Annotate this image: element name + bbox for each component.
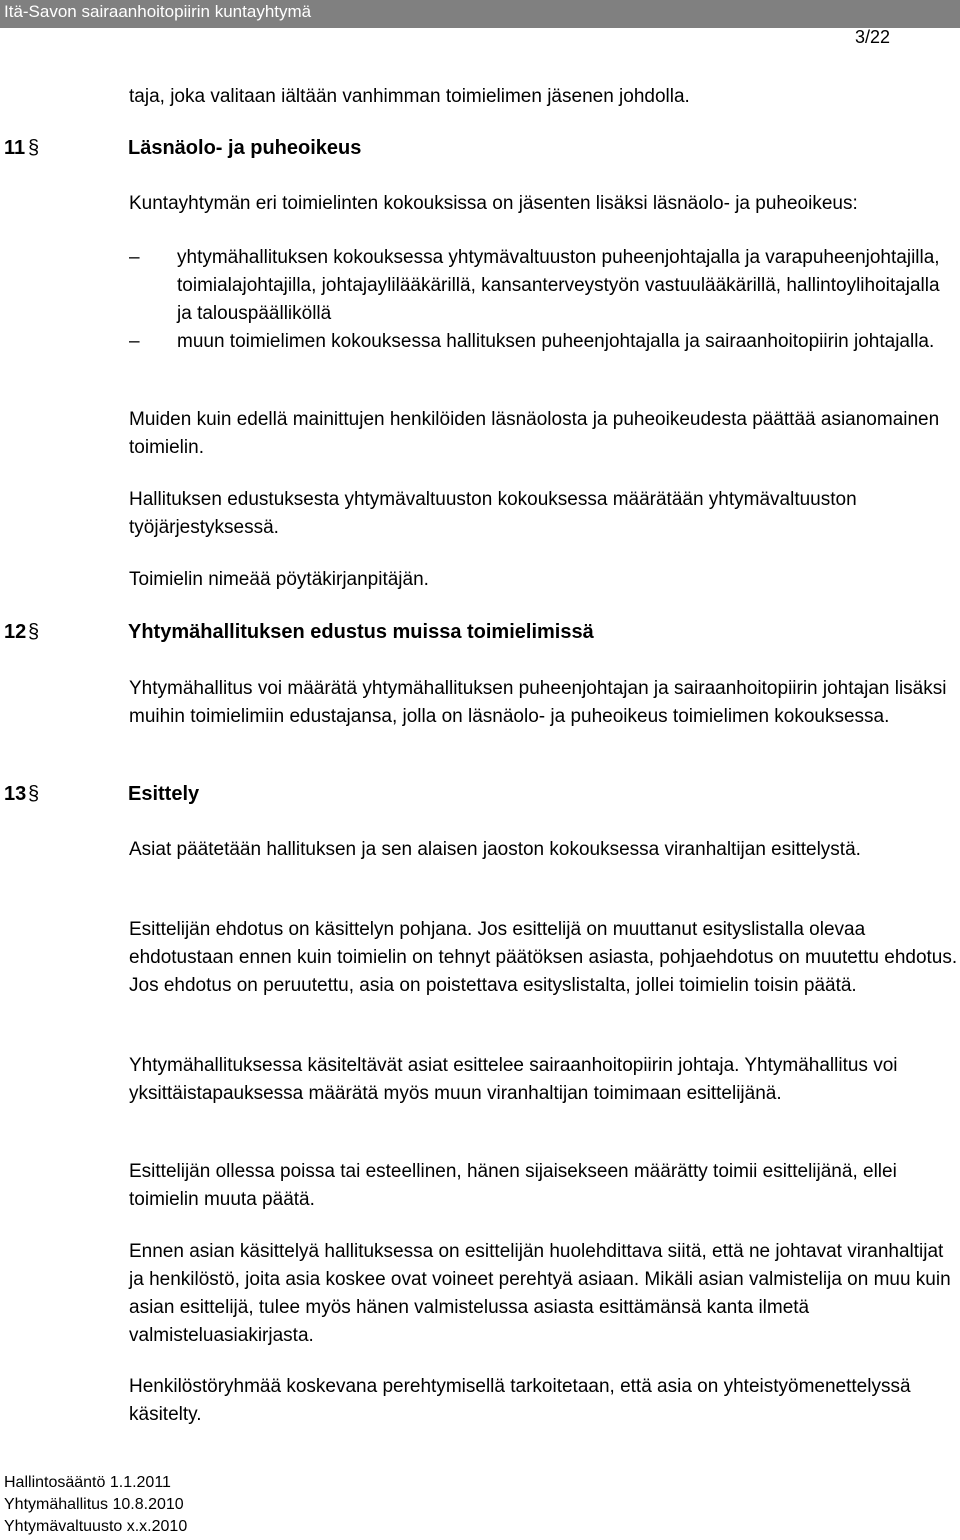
paragraph: Toimielin nimeää pöytäkirjanpitäjän. — [129, 569, 429, 590]
footer-line: Yhtymähallitus 10.8.2010 — [4, 1496, 184, 1513]
paragraph: Asiat päätetään hallituksen ja sen alaisen jaoston kokouksessa viranhaltijan esittelystä. — [129, 839, 861, 860]
section-mark: § — [28, 783, 40, 805]
section-mark: § — [28, 621, 40, 643]
intro-text: taja, joka valitaan iältään vanhimman toimielimen jäsenen johdolla. — [129, 86, 690, 107]
section-mark: § — [28, 137, 40, 159]
section-number: 11 — [4, 137, 26, 159]
paragraph: Esittelijän ollessa poissa tai esteellinen, hänen sijaisekseen määrätty toimii esittelijänä, ellei toimielin muuta päätä. — [129, 1161, 897, 1210]
paragraph: Hallituksen edustuksesta yhtymävaltuuston kokouksessa määrätään yhtymävaltuuston työjärjestyksessä. — [129, 489, 857, 538]
paragraph: Muiden kuin edellä mainittujen henkilöiden läsnäolosta ja puheoikeudesta päättää asianomainen toimielin. — [129, 409, 940, 458]
section-number: 12 — [4, 621, 27, 643]
paragraph: Esittelijän ehdotus on käsittelyn pohjana. Jos esittelijä on muuttanut esityslistalla olevaa ehdotustaan ennen kuin toimielin on tehnyt päätöksen asiasta, pohjaehdotus on muutettu ehdotus. Jos ehdotus on peruutettu, asia on poistettava esityslistalta, jollei toimielin toisin päätä. — [129, 919, 958, 996]
section-13-heading — [4, 783, 199, 806]
section-11-heading — [4, 137, 361, 160]
section-12-heading — [4, 621, 594, 644]
section-title: Esittely — [128, 783, 200, 805]
paragraph: Yhtymähallitus voi määrätä yhtymähallituksen puheenjohtajan ja sairaanhoitopiirin johtajan lisäksi muihin toimielimiin edustajansa, jolla on läsnäolo- ja puheoikeus toimielimen kokouksessa. — [129, 678, 947, 727]
section-number: 13 — [4, 783, 27, 805]
dash-bullet: – — [129, 331, 140, 352]
footer-line: Yhtymävaltuusto x.x.2010 — [4, 1518, 188, 1535]
section-11-lead: Kuntayhtymän eri toimielinten kokouksissa on jäsenten lisäksi läsnäolo- ja puheoikeus: — [129, 193, 858, 214]
page-number: 3/22 — [854, 27, 890, 47]
section-title: Läsnäolo- ja puheoikeus — [128, 137, 362, 159]
footer — [4, 1472, 187, 1538]
paragraph: Ennen asian käsittelyä hallituksessa on esittelijän huolehdittava siitä, että ne johtavat viranhaltijat ja henkilöstö, joita asia koskee ovat voineet perehtyä asiaan. Mikäli asian valmistelija on muu kuin asian esittelijä, tulee myös hänen valmistelussa asiasta esittämänsä kanta ilmetä valmisteluasiakirjasta. — [129, 1241, 951, 1346]
dash-bullet: – — [129, 247, 140, 268]
organization-name: Itä-Savon sairaanhoitopiirin kuntayhtymä — [4, 2, 312, 21]
footer-line: Hallintosääntö 1.1.2011 — [4, 1474, 171, 1491]
header-bar — [0, 0, 960, 28]
list-item: – yhtymähallituksen kokouksessa yhtymävaltuuston puheenjohtajalla ja varapuheenjohtajilla, toimialajohtajilla, johtajaylilääkärillä, kansanterveystyön vastuulääkärillä, hallintoylihoitajalla ja talouspäälliköllä — [129, 244, 959, 328]
list-item: – muun toimielimen kokouksessa hallituksen puheenjohtajalla ja sairaanhoitopiirin johtajalla. — [129, 328, 959, 356]
paragraph: Yhtymähallituksessa käsiteltävät asiat esittelee sairaanhoitopiirin johtaja. Yhtymähallitus voi yksittäistapauksessa määrätä myös muun viranhaltijan toimimaan esittelijänä. — [129, 1055, 898, 1104]
section-title: Yhtymähallituksen edustus muissa toimielimissä — [128, 621, 594, 643]
paragraph: Henkilöstöryhmää koskevana perehtymisellä tarkoitetaan, että asia on yhteistyömenettelyssä käsitelty. — [129, 1376, 911, 1425]
